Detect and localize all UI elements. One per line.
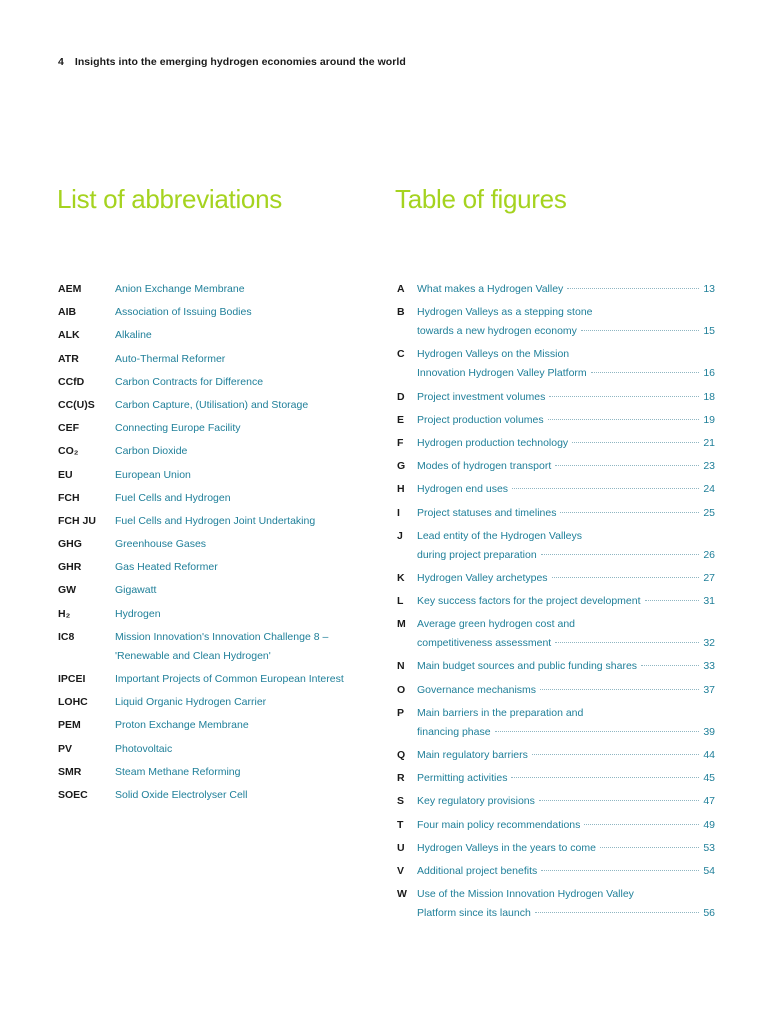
figure-title-last-line[interactable] [417, 411, 715, 430]
figure-letter: L [397, 595, 404, 608]
figure-title-line[interactable]: Platform since its launch [417, 907, 531, 920]
figure-title-line[interactable]: Hydrogen production technology [417, 436, 569, 449]
abbreviation-code: CCfD [58, 375, 85, 388]
dot-leader [540, 688, 699, 690]
figure-title-line[interactable]: Main budget sources and public funding shares [417, 660, 638, 673]
abbreviation-definition-line: Carbon Contracts for Difference [115, 375, 264, 388]
figure-page-number[interactable]: 24 [703, 483, 715, 496]
figure-title-line[interactable]: What makes a Hydrogen Valley [417, 283, 564, 295]
abbreviation-code: AEM [58, 283, 82, 295]
document-title: Insights into the emerging hydrogen economies around the world [74, 56, 406, 68]
abbreviation-definition-line: Gigawatt [115, 584, 157, 597]
figure-entry-body [417, 816, 715, 835]
abbreviation-row [58, 419, 358, 438]
figure-title-last-line[interactable] [417, 504, 715, 523]
figure-entry[interactable] [397, 527, 715, 565]
abbreviation-definition [115, 280, 358, 299]
figure-entry[interactable] [397, 388, 715, 407]
abbreviation-code: LOHC [58, 696, 88, 709]
figure-title-line[interactable]: competitiveness assessment [417, 637, 552, 650]
figure-entry[interactable] [397, 816, 715, 835]
abbreviation-row [58, 326, 358, 345]
figure-entry-body [417, 885, 715, 923]
figure-entry[interactable] [397, 657, 715, 676]
abbreviation-definition-line: Carbon Capture, (Utilisation) and Storage [115, 398, 309, 411]
dot-leader [560, 511, 699, 513]
figure-entry-body [417, 792, 715, 811]
figure-entry-body [417, 480, 715, 499]
figure-title-last-line[interactable] [417, 569, 715, 588]
abbreviation-row [58, 581, 358, 600]
abbreviation-definition [115, 716, 358, 735]
figure-title-line[interactable]: Key success factors for the project development [417, 595, 641, 608]
figure-page-number[interactable]: 21 [703, 436, 715, 449]
figure-letter: I [397, 506, 400, 519]
figure-title-line[interactable]: Main regulatory barriers [417, 749, 528, 761]
figure-entry-body [417, 769, 715, 788]
abbreviation-code: GHR [58, 561, 82, 574]
figure-title-line[interactable]: Use of the Mission Innovation Hydrogen Valley [417, 888, 634, 901]
figure-letter: M [397, 618, 406, 631]
figure-title-last-line[interactable] [417, 681, 715, 700]
abbreviations-list [58, 280, 358, 809]
dot-leader [581, 329, 699, 331]
figure-letter: D [397, 390, 405, 403]
abbreviation-row [58, 670, 358, 689]
dot-leader [511, 776, 699, 778]
abbreviation-code: GW [58, 584, 77, 597]
abbreviation-definition [115, 466, 358, 485]
figure-letter: G [397, 460, 406, 473]
dot-leader [541, 869, 699, 871]
figure-entry[interactable] [397, 681, 715, 700]
abbreviation-code: CEF [58, 422, 79, 435]
figure-page-number[interactable]: 27 [703, 571, 715, 584]
abbreviation-row [58, 489, 358, 508]
figure-entry[interactable] [397, 615, 715, 653]
dot-leader [645, 599, 700, 601]
figure-letter: N [397, 660, 405, 673]
abbreviation-row [58, 280, 358, 299]
abbreviation-definition [115, 303, 358, 322]
figure-page-number[interactable]: 45 [703, 772, 715, 785]
abbreviation-definition-line: Liquid Organic Hydrogen Carrier [115, 696, 267, 709]
abbreviation-definition [115, 350, 358, 369]
abbreviation-code: ALK [58, 329, 80, 342]
figure-entry[interactable] [397, 411, 715, 430]
figure-page-number[interactable]: 56 [703, 907, 715, 920]
abbreviation-definition-line: 'Renewable and Clean Hydrogen' [115, 649, 271, 662]
abbreviation-definition-line: Fuel Cells and Hydrogen [115, 491, 231, 504]
figure-entry[interactable] [397, 345, 715, 383]
abbreviation-code: H₂ [58, 607, 71, 620]
dot-leader [555, 641, 699, 643]
figure-letter: B [397, 306, 405, 319]
figure-letter: T [397, 818, 404, 831]
abbreviation-definition-line: Hydrogen [115, 607, 161, 620]
figure-entry-body [417, 527, 715, 565]
abbreviation-definition [115, 558, 358, 577]
abbreviation-definition-line: Proton Exchange Membrane [115, 719, 249, 732]
figure-entry-body [417, 615, 715, 653]
abbreviation-code: IC8 [58, 630, 75, 643]
figure-entry[interactable] [397, 504, 715, 523]
dot-leader [535, 911, 700, 913]
figure-title-line[interactable]: Permitting activities [417, 772, 508, 785]
figure-entry-body [417, 862, 715, 881]
figure-title-line[interactable]: Key regulatory provisions [417, 795, 535, 808]
abbreviation-row [58, 535, 358, 554]
abbreviation-code: IPCEI [58, 673, 86, 685]
figure-entry-body [417, 592, 715, 611]
figure-page-number[interactable]: 15 [703, 325, 715, 338]
figure-title-last-line[interactable] [417, 746, 715, 765]
figure-title-last-line[interactable] [417, 457, 715, 476]
figure-title-last-line[interactable] [417, 592, 715, 611]
figure-page-number[interactable]: 19 [703, 413, 715, 426]
page-number: 4 [58, 56, 64, 68]
abbreviation-row [58, 396, 358, 415]
figure-title-last-line[interactable] [417, 634, 715, 653]
figure-title-line[interactable]: Hydrogen Valleys in the years to come [417, 841, 596, 854]
figure-letter: A [397, 283, 405, 295]
abbreviation-row [58, 628, 358, 666]
figure-letter: J [397, 529, 403, 542]
figure-title-last-line[interactable] [417, 388, 715, 407]
figure-title-last-line[interactable] [417, 839, 715, 858]
figure-letter: C [397, 348, 405, 361]
figure-title-line[interactable]: Main barriers in the preparation and [417, 706, 584, 719]
figure-page-number[interactable]: 23 [703, 460, 715, 473]
abbreviation-definition [115, 326, 358, 345]
abbreviation-row [58, 466, 358, 485]
abbreviation-row [58, 442, 358, 461]
figure-title-line[interactable]: during project preparation [417, 548, 537, 561]
figures-list [397, 280, 715, 927]
figure-entry[interactable] [397, 769, 715, 788]
figure-entry[interactable] [397, 569, 715, 588]
abbreviations-heading: List of abbreviations [57, 184, 282, 214]
abbreviation-row [58, 716, 358, 735]
dot-leader [567, 287, 699, 289]
figure-title-line[interactable]: Project investment volumes [417, 390, 546, 403]
dot-leader [549, 395, 699, 397]
abbreviation-row [58, 373, 358, 392]
dot-leader [555, 464, 699, 466]
abbreviation-definition [115, 740, 358, 759]
abbreviation-definition-line: Solid Oxide Electrolyser Cell [115, 788, 248, 801]
figure-title-line[interactable]: Governance mechanisms [417, 683, 537, 696]
figure-page-number[interactable]: 44 [703, 749, 715, 761]
figure-entry[interactable] [397, 480, 715, 499]
abbreviation-definition [115, 512, 358, 531]
figure-title-last-line[interactable] [417, 723, 715, 742]
abbreviation-definition-line: Mission Innovation's Innovation Challenge 8 – [115, 630, 329, 643]
figure-title-line[interactable]: Four main policy recommendations [417, 818, 581, 831]
figure-title-last-line[interactable] [417, 546, 715, 565]
figure-page-number[interactable]: 26 [703, 548, 715, 561]
running-header [58, 56, 406, 68]
figure-letter: O [397, 683, 406, 696]
figure-page-number[interactable]: 39 [703, 725, 715, 738]
figure-entry-body [417, 569, 715, 588]
figure-page-number[interactable]: 18 [703, 390, 715, 403]
figure-entry[interactable] [397, 280, 715, 299]
dot-leader [495, 730, 700, 732]
abbreviation-definition-line: Anion Exchange Membrane [115, 283, 245, 295]
abbreviation-definition [115, 693, 358, 712]
figure-entry-body [417, 303, 715, 341]
figure-title-line[interactable]: Innovation Hydrogen Valley Platform [417, 367, 587, 380]
dot-leader [512, 487, 699, 489]
figure-letter: K [397, 571, 405, 584]
abbreviation-row [58, 693, 358, 712]
abbreviation-code: SOEC [58, 788, 88, 801]
dot-leader [541, 553, 700, 555]
abbreviation-definition-line: European Union [115, 468, 191, 481]
figure-page-number[interactable]: 33 [703, 660, 715, 673]
abbreviation-definition [115, 628, 358, 666]
dot-leader [641, 664, 699, 666]
figure-title-line[interactable]: towards a new hydrogen economy [417, 325, 577, 338]
figure-title-line[interactable]: Project production volumes [417, 413, 544, 426]
figure-entry-body [417, 411, 715, 430]
figure-title-last-line[interactable] [417, 904, 715, 923]
dot-leader [572, 441, 699, 443]
abbreviation-definition [115, 670, 358, 689]
abbreviation-definition-line: Photovoltaic [115, 742, 173, 755]
figure-title-line[interactable]: financing phase [417, 725, 491, 738]
figure-page-number[interactable]: 54 [703, 864, 715, 877]
figure-title-line[interactable]: Average green hydrogen cost and [417, 618, 576, 631]
abbreviation-definition-line: Fuel Cells and Hydrogen Joint Undertaking [115, 514, 316, 527]
abbreviation-definition [115, 489, 358, 508]
figure-entry[interactable] [397, 862, 715, 881]
abbreviation-definition-line: Greenhouse Gases [115, 538, 207, 551]
figure-title-last-line[interactable] [417, 792, 715, 811]
figure-title-line[interactable]: Hydrogen Valleys on the Mission [417, 348, 570, 361]
figure-entry-body [417, 657, 715, 676]
dot-leader [532, 753, 699, 755]
abbreviation-definition-line: Gas Heated Reformer [115, 561, 218, 574]
figure-entry-body [417, 704, 715, 742]
abbreviation-code: EU [58, 468, 73, 481]
figure-entry-body [417, 280, 715, 299]
abbreviation-definition-line: Carbon Dioxide [115, 445, 188, 458]
figure-letter: W [397, 888, 407, 901]
figure-entry[interactable] [397, 704, 715, 742]
abbreviation-definition [115, 605, 358, 624]
figure-entry-body [417, 839, 715, 858]
abbreviation-definition [115, 535, 358, 554]
abbreviation-row [58, 786, 358, 805]
figure-title-last-line[interactable] [417, 862, 715, 881]
dot-leader [552, 576, 700, 578]
abbreviation-row [58, 763, 358, 782]
figure-title-last-line[interactable] [417, 769, 715, 788]
figure-entry-body [417, 434, 715, 453]
figure-entry[interactable] [397, 746, 715, 765]
figure-title-line[interactable]: Additional project benefits [417, 864, 538, 877]
dot-leader [548, 418, 700, 420]
abbreviation-definition [115, 763, 358, 782]
abbreviation-code: GHG [58, 538, 82, 551]
abbreviation-row [58, 350, 358, 369]
figure-title-line[interactable]: Modes of hydrogen transport [417, 460, 552, 473]
abbreviation-code: CC(U)S [58, 398, 95, 411]
figure-page-number[interactable]: 47 [703, 795, 715, 808]
figure-letter: F [397, 436, 404, 449]
figure-page-number[interactable]: 31 [703, 595, 715, 608]
figure-entry[interactable] [397, 457, 715, 476]
abbreviation-definition [115, 396, 358, 415]
figure-letter: H [397, 483, 405, 496]
figure-letter: S [397, 795, 405, 808]
dot-leader [600, 846, 699, 848]
figure-title-last-line[interactable] [417, 322, 715, 341]
abbreviation-definition [115, 581, 358, 600]
abbreviation-row [58, 512, 358, 531]
figure-letter: U [397, 841, 405, 854]
figure-entry-body [417, 681, 715, 700]
figure-entry-body [417, 388, 715, 407]
figure-entry-body [417, 504, 715, 523]
figure-title-last-line[interactable] [417, 364, 715, 383]
abbreviation-definition [115, 373, 358, 392]
abbreviation-code: FCH JU [58, 514, 96, 527]
abbreviation-code: ATR [58, 352, 79, 365]
figure-title-line[interactable]: Project statuses and timelines [417, 506, 557, 519]
abbreviation-definition-line: Alkaline [115, 329, 152, 342]
figure-page-number[interactable]: 53 [703, 841, 715, 854]
abbreviation-definition-line: Important Projects of Common European Interest [115, 673, 344, 685]
figure-page-number[interactable]: 49 [703, 818, 715, 831]
figure-page-number[interactable]: 13 [703, 283, 715, 295]
abbreviation-code: PEM [58, 719, 81, 732]
figure-letter: P [397, 706, 405, 719]
figure-entry-body [417, 746, 715, 765]
figure-title-last-line[interactable] [417, 280, 715, 299]
abbreviation-definition-line: Connecting Europe Facility [115, 422, 241, 435]
abbreviation-code: SMR [58, 765, 82, 778]
abbreviation-row [58, 605, 358, 624]
figure-title-last-line[interactable] [417, 657, 715, 676]
abbreviation-code: PV [58, 742, 73, 755]
figure-letter: E [397, 413, 405, 426]
abbreviation-code: FCH [58, 491, 80, 504]
abbreviation-definition [115, 419, 358, 438]
figure-entry[interactable] [397, 592, 715, 611]
figure-entry[interactable] [397, 792, 715, 811]
figure-title-line[interactable]: Hydrogen Valleys as a stepping stone [417, 306, 593, 319]
abbreviation-code: CO₂ [58, 445, 79, 458]
abbreviation-definition-line: Auto-Thermal Reformer [115, 352, 226, 365]
figure-page-number[interactable]: 16 [703, 367, 715, 380]
figure-entry-body [417, 457, 715, 476]
figures-heading: Table of figures [395, 184, 567, 214]
figure-title-line[interactable]: Hydrogen end uses [417, 483, 509, 496]
figure-page-number[interactable]: 37 [703, 683, 715, 696]
abbreviation-row [58, 558, 358, 577]
abbreviation-row [58, 303, 358, 322]
figure-entry[interactable] [397, 885, 715, 923]
figure-letter: Q [397, 749, 406, 761]
dot-leader [539, 799, 699, 801]
figure-entry-body [417, 345, 715, 383]
dot-leader [584, 823, 699, 825]
abbreviation-definition [115, 442, 358, 461]
figure-title-last-line[interactable] [417, 480, 715, 499]
figure-entry[interactable] [397, 434, 715, 453]
abbreviation-definition-line: Association of Issuing Bodies [115, 306, 252, 319]
figure-title-last-line[interactable] [417, 816, 715, 835]
figure-title-last-line[interactable] [417, 434, 715, 453]
abbreviation-definition-line: Steam Methane Reforming [115, 765, 241, 778]
abbreviation-row [58, 740, 358, 759]
abbreviation-definition [115, 786, 358, 805]
figure-title-line[interactable]: Lead entity of the Hydrogen Valleys [417, 529, 582, 542]
dot-leader [591, 371, 700, 373]
figure-entry[interactable] [397, 303, 715, 341]
figure-entry[interactable] [397, 839, 715, 858]
figure-title-line[interactable]: Hydrogen Valley archetypes [417, 571, 548, 584]
figure-page-number[interactable]: 25 [703, 506, 715, 519]
figure-letter: R [397, 772, 405, 785]
figure-page-number[interactable]: 32 [703, 637, 715, 650]
figure-letter: V [397, 864, 405, 877]
abbreviation-code: AIB [58, 306, 77, 319]
